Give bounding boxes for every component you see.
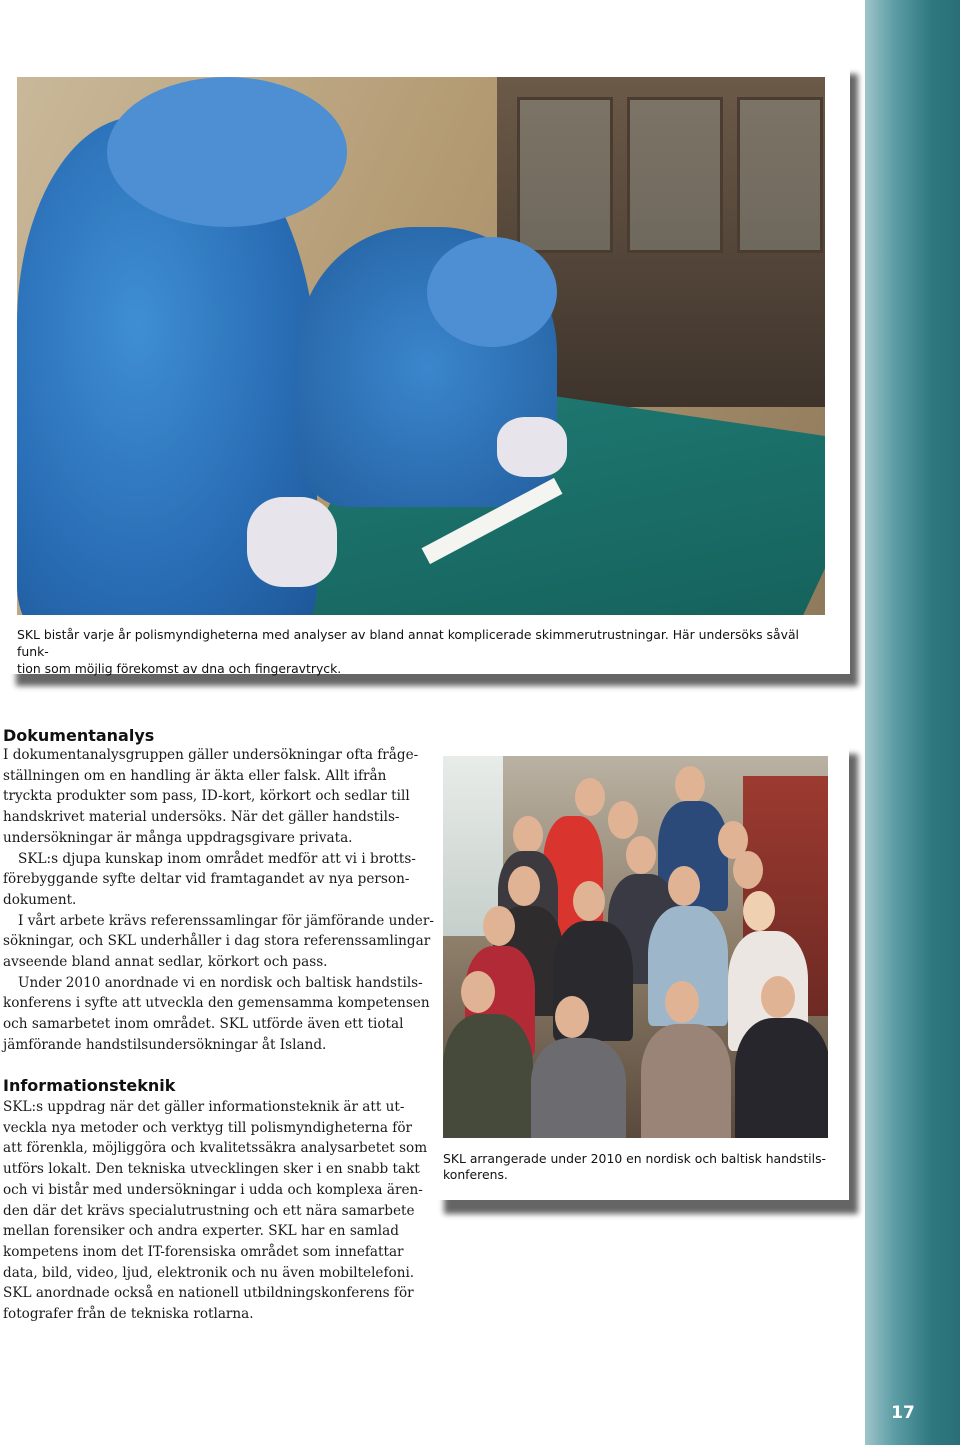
section-body-informationsteknik	[3, 1097, 427, 1325]
body-line: Under 2010 anordnade vi en nordisk och baltisk handstils-	[18, 974, 423, 991]
body-line: undersökningar är många uppdragsgivare privata.	[3, 829, 353, 846]
body-line: veckla nya metoder och verktyg till polismyndigheterna för	[3, 1119, 413, 1136]
caption-line: tion som möjlig förekomst av dna och fingeravtryck.	[17, 661, 342, 676]
body-line: förebyggande syfte deltar vid framtagandet av nya person-	[3, 871, 410, 888]
decorative-side-band	[865, 0, 960, 1445]
body-line: den där det krävs specialutrustning och ett nära samarbete	[3, 1202, 415, 1219]
section-heading-dokumentanalys: Dokumentanalys	[3, 726, 155, 745]
lab-photo	[17, 77, 825, 615]
figure1-caption	[17, 626, 825, 677]
body-line: SKL anordnade också en nationell utbildningskonferens för	[3, 1285, 414, 1302]
caption-line: konferens.	[443, 1167, 508, 1182]
hair-cap	[427, 237, 557, 347]
caption-line: SKL arrangerade under 2010 en nordisk och baltisk handstils-	[443, 1151, 826, 1166]
person-face	[575, 778, 605, 816]
group-photo	[443, 756, 828, 1138]
body-line: sökningar, och SKL underhåller i dag stora referenssamlingar	[3, 933, 431, 950]
person-face	[665, 981, 699, 1023]
person-face	[733, 851, 763, 889]
person-face	[508, 866, 540, 906]
section-heading-informationsteknik: Informationsteknik	[3, 1076, 176, 1095]
person-face	[573, 881, 605, 921]
glove	[497, 417, 567, 477]
body-line: I vårt arbete krävs referenssamlingar för jämförande under-	[18, 912, 434, 929]
body-line: fotografer från de tekniska rotlarna.	[3, 1306, 254, 1323]
body-line: konferens i syfte att utveckla den gemensamma kompetensen	[3, 995, 430, 1012]
glove	[247, 497, 337, 587]
body-line: tryckta produkter som pass, ID-kort, körkort och sedlar till	[3, 788, 410, 805]
person-face	[513, 816, 543, 854]
person-face	[626, 836, 656, 874]
body-line: utförs lokalt. Den tekniska utvecklingen sker i en snabb takt	[3, 1161, 420, 1178]
person-face	[675, 766, 705, 804]
page-number: 17	[891, 1403, 915, 1423]
person-body	[443, 1014, 533, 1138]
caption-line: SKL bistår varje år polismyndigheterna med analyser av bland annat komplicerade skimmerutrustningar. Här undersöks såväl funk-	[17, 627, 799, 659]
body-line: mellan forensiker och andra experter. SKL har en samlad	[3, 1223, 399, 1240]
body-line: ställningen om en handling är äkta eller falsk. Allt ifrån	[3, 767, 387, 784]
person-face	[555, 996, 589, 1038]
body-line: dokument.	[3, 891, 77, 908]
person-face	[483, 906, 515, 946]
body-line: avseende bland annat sedlar, körkort och pass.	[3, 954, 328, 971]
body-line: och vi bistår med undersökningar i udda och komplexa ären-	[3, 1181, 423, 1198]
figure2-caption	[443, 1151, 828, 1183]
person-body	[531, 1038, 626, 1138]
body-line: SKL:s djupa kunskap inom området medför att vi i brotts-	[18, 850, 416, 867]
person-face	[743, 891, 775, 931]
body-line: SKL:s uppdrag när det gäller informationsteknik är att ut-	[3, 1099, 405, 1115]
person-face	[668, 866, 700, 906]
body-line: kompetens inom det IT-forensiska området som innefattar	[3, 1243, 404, 1260]
body-line: att förenkla, möjliggöra och kvalitetssäkra analysarbetet som	[3, 1140, 428, 1157]
person-body	[735, 1018, 828, 1138]
person-face	[608, 801, 638, 839]
body-line: handskrivet material undersöks. När det gäller handstils-	[3, 809, 400, 826]
body-line: och samarbetet inom området. SKL utförde även ett tiotal	[3, 1016, 404, 1033]
hair-cap	[107, 77, 347, 227]
person-body	[641, 1024, 731, 1138]
body-line: I dokumentanalysgruppen gäller undersökningar ofta fråge-	[3, 747, 419, 763]
person-face	[461, 971, 495, 1013]
section-body-dokumentanalys	[3, 745, 434, 1056]
person-face	[761, 976, 795, 1018]
body-line: jämförande handstilsundersökningar åt Island.	[3, 1036, 327, 1053]
body-line: data, bild, video, ljud, elektronik och nu även mobiltelefoni.	[3, 1264, 415, 1281]
